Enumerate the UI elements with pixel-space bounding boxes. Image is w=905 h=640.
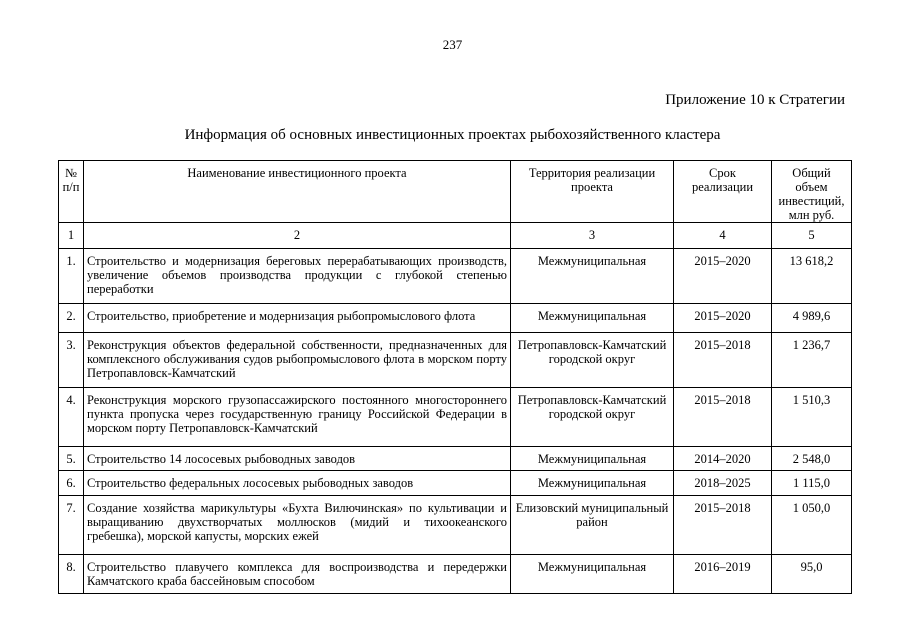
territory-cell: Межмуниципальная	[511, 447, 674, 471]
column-number: 2	[84, 223, 511, 249]
document-title: Информация об основных инвестиционных проектах рыбохозяйственного кластера	[184, 127, 721, 143]
project-name-cell: Реконструкция морского грузопассажирского постоянного многостороннего пункта пропуска через государственную границу Российской Федерации в морском порту Петропавловск-Камчатский	[84, 388, 511, 447]
territory-cell: Петропавловск-Камчатский городской округ	[511, 333, 674, 388]
table-row	[59, 333, 852, 388]
period-cell: 2014–2020	[674, 447, 772, 471]
project-name-cell: Строительство 14 лососевых рыбоводных заводов	[84, 447, 511, 471]
investment-cell: 1 236,7	[772, 333, 852, 388]
project-name-cell: Строительство, приобретение и модернизация рыбопромыслового флота	[84, 304, 511, 333]
row-number-cell: 5.	[59, 447, 84, 471]
period-cell: 2016–2019	[674, 555, 772, 594]
row-number-cell: 4.	[59, 388, 84, 447]
column-number: 3	[511, 223, 674, 249]
column-numbers-row	[59, 223, 852, 249]
project-name-cell: Строительство плавучего комплекса для воспроизводства и передержки Камчатского краба бассейновым способом	[84, 555, 511, 594]
period-cell: 2018–2025	[674, 471, 772, 496]
investment-cell: 95,0	[772, 555, 852, 594]
period-cell: 2015–2020	[674, 249, 772, 304]
investment-cell: 1 510,3	[772, 388, 852, 447]
column-number: 1	[59, 223, 84, 249]
header-project-name: Наименование инвестиционного проекта	[84, 161, 511, 223]
territory-cell: Межмуниципальная	[511, 471, 674, 496]
table-row	[59, 447, 852, 471]
row-number-cell: 3.	[59, 333, 84, 388]
territory-cell: Межмуниципальная	[511, 249, 674, 304]
appendix-label: Приложение 10 к Стратегии	[665, 92, 845, 108]
page-number: 237	[442, 37, 463, 52]
projects-table	[58, 160, 852, 594]
territory-cell: Елизовский муниципальный район	[511, 496, 674, 555]
investment-cell: 1 115,0	[772, 471, 852, 496]
project-name-cell: Строительство и модернизация береговых перерабатывающих производств, увеличение объемов производства продукции с глубокой степенью переработки	[84, 249, 511, 304]
project-name-cell: Реконструкция объектов федеральной собственности, предназначенных для комплексного обслуживания судов рыбопромыслового флота в морском порту Петропавловск-Камчатский	[84, 333, 511, 388]
table-row	[59, 555, 852, 594]
period-cell: 2015–2018	[674, 333, 772, 388]
investment-cell: 1 050,0	[772, 496, 852, 555]
header-number: № п/п	[59, 161, 84, 223]
investment-cell: 2 548,0	[772, 447, 852, 471]
investment-cell: 4 989,6	[772, 304, 852, 333]
table-row	[59, 249, 852, 304]
project-name-cell: Создание хозяйства марикультуры «Бухта Вилючинская» по культивации и выращиванию двухстворчатых моллюсков (мидий и тихоокеанского гребешка), морской капусты, морских ежей	[84, 496, 511, 555]
territory-cell: Петропавловск-Камчатский городской округ	[511, 388, 674, 447]
territory-cell: Межмуниципальная	[511, 304, 674, 333]
territory-cell: Межмуниципальная	[511, 555, 674, 594]
row-number-cell: 6.	[59, 471, 84, 496]
table-row	[59, 496, 852, 555]
period-cell: 2015–2018	[674, 496, 772, 555]
header-investment: Общий объем инвестиций, млн руб.	[772, 161, 852, 223]
row-number-cell: 7.	[59, 496, 84, 555]
period-cell: 2015–2020	[674, 304, 772, 333]
table-header-row	[59, 161, 852, 223]
period-cell: 2015–2018	[674, 388, 772, 447]
table-row	[59, 471, 852, 496]
header-period-cell	[674, 161, 772, 223]
row-number-cell: 2.	[59, 304, 84, 333]
table-row	[59, 304, 852, 333]
header-territory: Территория реализации проекта	[511, 161, 674, 223]
row-number-cell: 8.	[59, 555, 84, 594]
column-number: 4	[674, 223, 772, 249]
project-name-cell: Строительство федеральных лососевых рыбоводных заводов	[84, 471, 511, 496]
column-number: 5	[772, 223, 852, 249]
investment-cell: 13 618,2	[772, 249, 852, 304]
row-number-cell: 1.	[59, 249, 84, 304]
table-row	[59, 388, 852, 447]
header-period: Срок реализации	[691, 166, 754, 194]
